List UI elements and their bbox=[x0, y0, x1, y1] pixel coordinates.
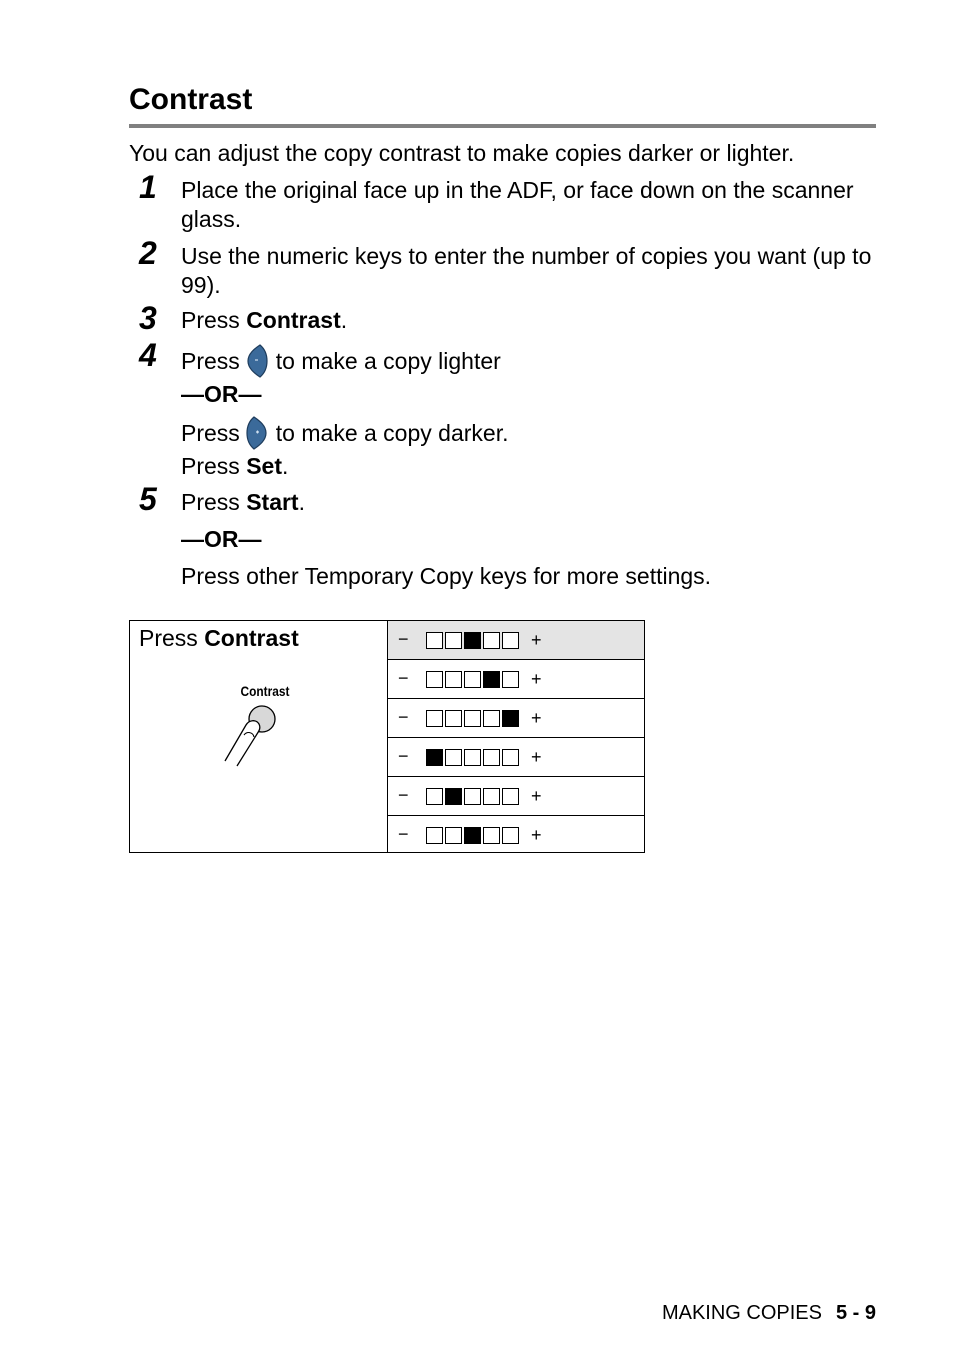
step-4-press-1: Press bbox=[181, 348, 240, 374]
level-box-empty bbox=[483, 632, 500, 649]
plus-sign: + bbox=[531, 747, 542, 767]
table-instruction-cell bbox=[130, 621, 388, 852]
contrast-level-row bbox=[388, 660, 644, 699]
minus-sign: − bbox=[398, 824, 409, 844]
navigation-left-key-icon bbox=[246, 344, 268, 378]
step-4-darker-text: to make a copy darker. bbox=[275, 420, 509, 446]
title-divider bbox=[129, 124, 876, 128]
plus-sign: + bbox=[531, 669, 542, 689]
level-box-empty bbox=[445, 827, 462, 844]
step-text-2: Use the numeric keys to enter the number of copies you want (up to 99). bbox=[181, 243, 872, 298]
minus-sign: − bbox=[398, 668, 409, 688]
minus-sign: − bbox=[398, 707, 409, 727]
contrast-level-indicator bbox=[426, 827, 519, 844]
step-4-set-key: Set bbox=[246, 453, 282, 479]
level-box-empty bbox=[426, 827, 443, 844]
level-box-empty bbox=[483, 710, 500, 727]
plus-sign: + bbox=[531, 630, 542, 650]
intro-text: You can adjust the copy contrast to make copies darker or lighter. bbox=[129, 140, 795, 166]
level-box-empty bbox=[502, 632, 519, 649]
step-4-press-2: Press bbox=[181, 420, 240, 446]
level-box-empty bbox=[483, 749, 500, 766]
table-press-pre: Press bbox=[139, 625, 205, 651]
step-5-pre: Press bbox=[181, 489, 247, 515]
contrast-table bbox=[129, 620, 645, 853]
step-4-line-darker bbox=[181, 416, 508, 450]
footer-section: MAKING COPIES bbox=[661, 1302, 822, 1324]
level-box-empty bbox=[426, 710, 443, 727]
contrast-level-indicator bbox=[426, 788, 519, 805]
contrast-level-row bbox=[388, 621, 644, 660]
plus-sign: + bbox=[531, 708, 542, 728]
level-box-empty bbox=[483, 827, 500, 844]
page-footer bbox=[662, 1300, 876, 1326]
step-number-1: 1 bbox=[139, 169, 157, 205]
level-box-empty bbox=[464, 710, 481, 727]
contrast-level-indicator bbox=[426, 749, 519, 766]
step-5-key: Start bbox=[246, 489, 299, 515]
level-box-empty bbox=[464, 788, 481, 805]
level-box-filled bbox=[464, 632, 481, 649]
level-box-filled bbox=[464, 827, 481, 844]
navigation-right-key-icon bbox=[246, 416, 268, 450]
step-4-line-lighter bbox=[181, 344, 501, 378]
footer-page-number: 5 - 9 bbox=[835, 1302, 876, 1324]
plus-sign: + bbox=[531, 825, 542, 845]
step-number-4: 4 bbox=[139, 337, 157, 373]
contrast-button-illustration bbox=[220, 681, 310, 771]
step-3-key: Contrast bbox=[246, 307, 341, 333]
contrast-level-row bbox=[388, 738, 644, 777]
level-box-empty bbox=[445, 710, 462, 727]
step-text-5 bbox=[181, 488, 305, 517]
step-text-1: Place the original face up in the ADF, or face down on the scanner glass. bbox=[181, 177, 854, 232]
level-box-empty bbox=[502, 827, 519, 844]
step-4-press-3: Press bbox=[181, 453, 247, 479]
step-5-or: —OR— bbox=[181, 526, 262, 552]
finger-press-icon bbox=[220, 699, 310, 771]
minus-sign: − bbox=[398, 629, 409, 649]
contrast-level-row bbox=[388, 816, 644, 854]
step-4-line-set bbox=[181, 452, 288, 481]
level-box-empty bbox=[426, 788, 443, 805]
level-box-empty bbox=[445, 749, 462, 766]
level-box-empty bbox=[502, 671, 519, 688]
step-4-or: —OR— bbox=[181, 381, 262, 407]
level-box-empty bbox=[464, 749, 481, 766]
contrast-level-indicator bbox=[426, 632, 519, 649]
step-text-3 bbox=[181, 306, 347, 335]
level-box-empty bbox=[464, 671, 481, 688]
level-box-empty bbox=[445, 671, 462, 688]
level-box-filled bbox=[483, 671, 500, 688]
step-number-5: 5 bbox=[139, 481, 157, 517]
level-box-filled bbox=[445, 788, 462, 805]
level-box-filled bbox=[502, 710, 519, 727]
level-box-empty bbox=[426, 671, 443, 688]
minus-sign: − bbox=[398, 785, 409, 805]
contrast-levels-column bbox=[388, 621, 644, 852]
level-box-empty bbox=[502, 788, 519, 805]
level-box-empty bbox=[483, 788, 500, 805]
contrast-level-row bbox=[388, 777, 644, 816]
step-4-lighter-text: to make a copy lighter bbox=[275, 348, 501, 374]
contrast-button-label: Contrast bbox=[240, 683, 290, 699]
level-box-empty bbox=[445, 632, 462, 649]
page-title: Contrast bbox=[129, 83, 253, 116]
step-number-2: 2 bbox=[139, 235, 157, 271]
step-4-set-post: . bbox=[281, 453, 289, 479]
level-box-empty bbox=[502, 749, 519, 766]
contrast-level-row bbox=[388, 699, 644, 738]
contrast-level-indicator bbox=[426, 671, 519, 688]
step-number-3: 3 bbox=[139, 300, 157, 336]
level-box-filled bbox=[426, 749, 443, 766]
plus-sign: + bbox=[531, 786, 542, 806]
step-3-pre: Press bbox=[181, 307, 247, 333]
table-press-key: Contrast bbox=[204, 625, 299, 651]
contrast-level-indicator bbox=[426, 710, 519, 727]
table-press-label bbox=[139, 623, 299, 653]
step-3-post: . bbox=[340, 307, 348, 333]
level-box-empty bbox=[426, 632, 443, 649]
minus-sign: − bbox=[398, 746, 409, 766]
step-5-alt: Press other Temporary Copy keys for more settings. bbox=[181, 563, 712, 589]
step-5-post: . bbox=[298, 489, 305, 515]
